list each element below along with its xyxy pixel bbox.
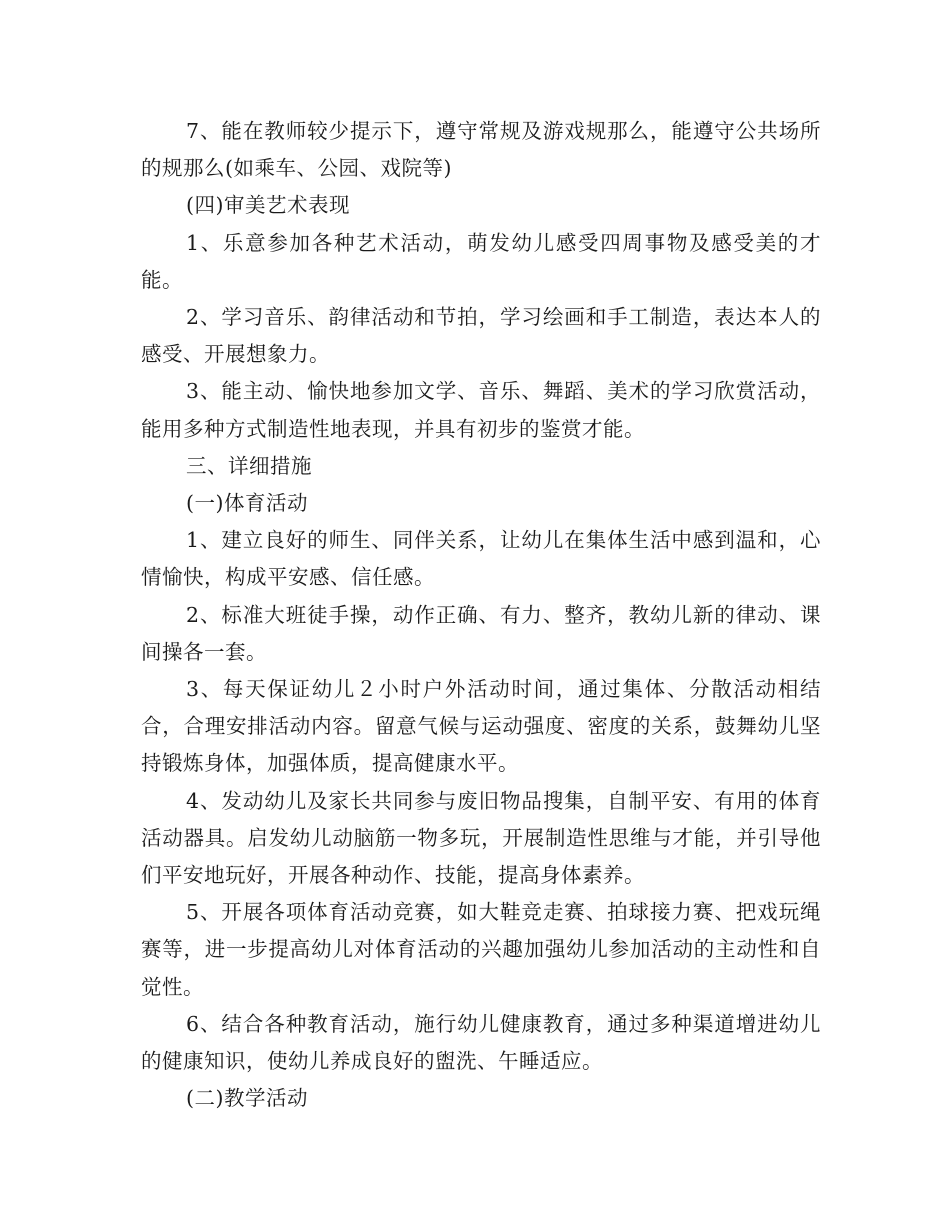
- section-heading-teaching: (二)教学活动: [186, 1086, 308, 1111]
- section-heading-measures: 三、详细措施: [186, 453, 312, 478]
- paragraph-sports-6: 6、结合各种教育活动，施行幼儿健康教育，通过多种渠道增进幼儿的健康知识，使幼儿养成良好的盥洗、午睡适应。: [141, 1011, 821, 1074]
- paragraph-art-1: 1、乐意参加各种艺术活动，萌发幼儿感受四周事物及感受美的才能。: [141, 230, 821, 292]
- paragraph-rule-7: 7、能在教师较少提示下，遵守常规及游戏规那么，能遵守公共场所的规那么(如乘车、公园、戏院等): [141, 119, 821, 181]
- paragraph-art-3: 3、能主动、愉快地参加文学、音乐、舞蹈、美术的学习欣赏活动，能用多种方式制造性地表现，并具有初步的鉴赏才能。: [141, 379, 821, 441]
- paragraph-sports-3: 3、每天保证幼儿２小时户外活动时间，通过集体、分散活动相结合，合理安排活动内容。留意气候与运动强度、密度的关系，鼓舞幼儿坚持锻炼身体，加强体质，提高健康水平。: [141, 677, 821, 776]
- section-heading-sports: (一)体育活动: [186, 491, 308, 516]
- paragraph-art-2: 2、学习音乐、韵律活动和节拍，学习绘画和手工制造，表达本人的感受、开展想象力。: [141, 305, 821, 367]
- paragraph-sports-4: 4、发动幼儿及家长共同参与废旧物品搜集，自制平安、有用的体育活动器具。启发幼儿动脑筋一物多玩，开展制造性思维与才能，并引导他们平安地玩好，开展各种动作、技能，提高身体素养。: [141, 788, 821, 888]
- paragraph-sports-2: 2、标准大班徒手操，动作正确、有力、整齐，教幼儿新的律动、课间操各一套。: [141, 602, 821, 664]
- document-body: [141, 113, 821, 1117]
- paragraph-sports-1: 1、建立良好的师生、同伴关系，让幼儿在集体生活中感到温和，心情愉快，构成平安感、信任感。: [141, 528, 821, 590]
- section-heading-aesthetic: (四)审美艺术表现: [186, 193, 350, 218]
- paragraph-sports-5: 5、开展各项体育活动竞赛，如大鞋竞走赛、拍球接力赛、把戏玩绳赛等，进一步提高幼儿对体育活动的兴趣加强幼儿参加活动的主动性和自觉性。: [141, 900, 821, 999]
